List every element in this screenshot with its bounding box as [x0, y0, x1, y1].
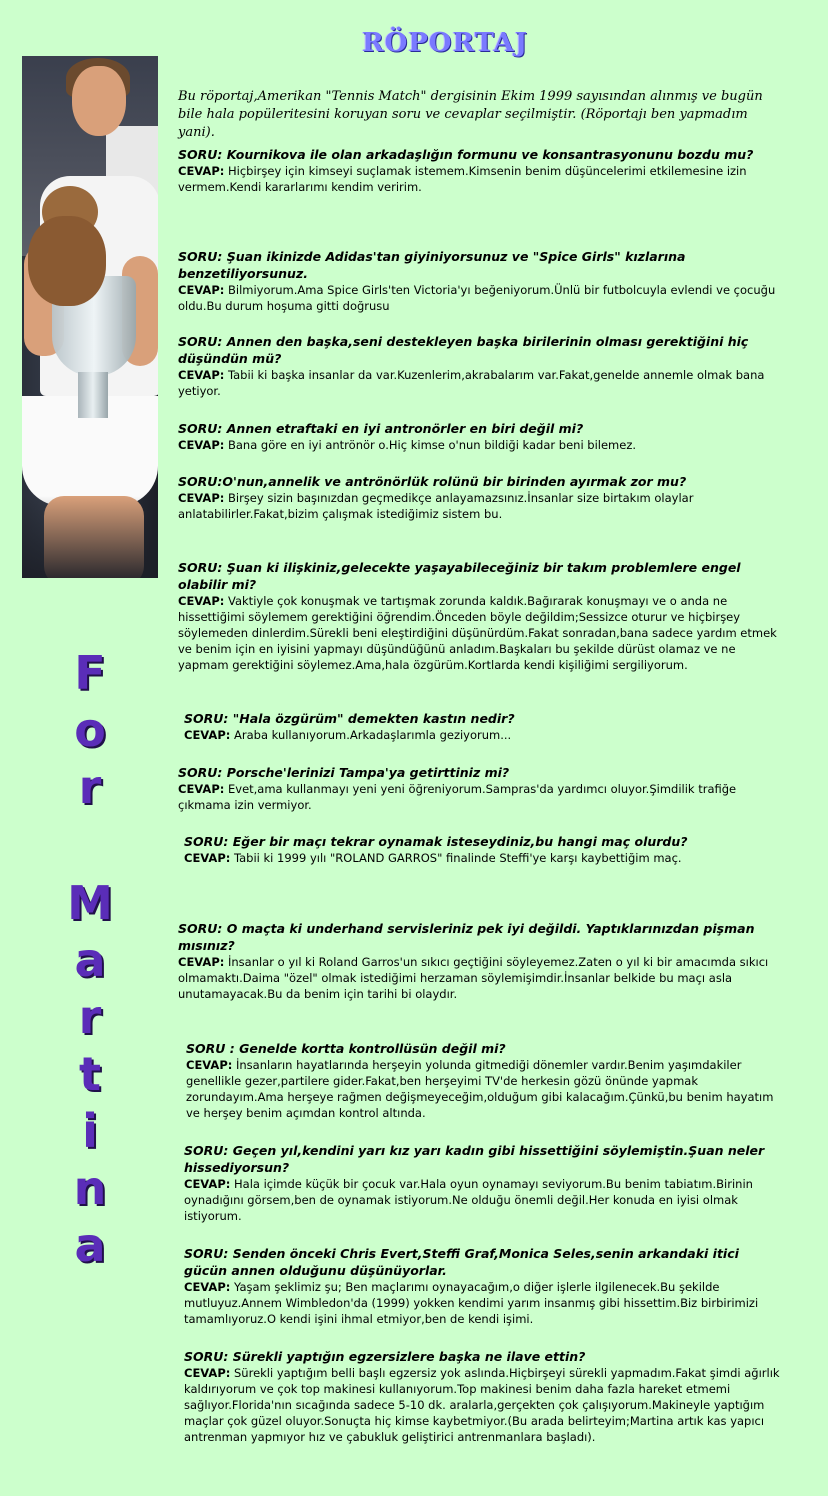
answer-label: CEVAP: — [178, 782, 225, 796]
answer-label: CEVAP: — [184, 728, 231, 742]
answer — [178, 437, 778, 453]
qa-item — [178, 764, 778, 813]
side-title-for — [58, 646, 122, 821]
side-letter: a — [74, 1218, 106, 1272]
side-letter: M — [67, 876, 113, 930]
qa-item — [178, 248, 778, 314]
side-letter: F — [74, 646, 106, 700]
question: SORU: Porsche'lerinizi Tampa'ya getirttiniz mi? — [178, 765, 510, 780]
side-letter: o — [74, 703, 106, 757]
question: SORU: Kournikova ile olan arkadaşlığın formunu ve konsantrasyonunu bozdu mu? — [178, 147, 754, 162]
answer — [184, 727, 784, 743]
answer-text: Tabii ki başka insanlar da var.Kuzenlerim,akrabalarım var.Fakat,genelde annemle olmak bana yetiyor. — [178, 368, 765, 398]
side-letter: t — [79, 1047, 101, 1101]
qa-item — [184, 1245, 784, 1327]
page-title: RÖPORTAJ — [361, 28, 528, 58]
answer-label: CEVAP: — [178, 368, 225, 382]
question: SORU : Genelde kortta kontrollüsün değil mi? — [186, 1041, 506, 1056]
qa-item — [178, 920, 778, 1002]
answer-text: İnsanların hayatlarında herşeyin yolunda gitmediği dönemler vardır.Benim yaşımdakiler genellikle gezer,partilere gider.Fakat,ben herşeyimi TV'de herkesin gözü önünde yapmak zorundayım.Ama herşeye rağmen değişmeyeceğim,olduğum gibi kalacağım.Çünkü,bu benim hayatım ve herşey benim açımdan kontrol altında. — [186, 1058, 774, 1120]
answer-label: CEVAP: — [178, 594, 225, 608]
answer — [184, 1365, 784, 1445]
answer-label: CEVAP: — [184, 1280, 231, 1294]
answer — [184, 1279, 784, 1327]
answer — [178, 954, 778, 1002]
question: SORU:O'nun,annelik ve antrönörlük rolünü bir birinden ayırmak zor mu? — [178, 474, 687, 489]
answer-text: Tabii ki 1999 yılı "ROLAND GARROS" finalinde Steffi'ye karşı kaybettiğim maç. — [234, 851, 682, 865]
qa-item — [184, 1348, 784, 1445]
answer-text: Yaşam şeklimiz şu; Ben maçlarımı oynayacağım,o diğer işlerle ilgilenecek.Bu şekilde mutluyuz.Annem Wimbledon'da (1999) yokken kendimi yarım insanmış gibi hissettim.Biz birbirimizi tamamlıyoruz.O kendi işini ihmal etmiyor,ben de kendi işimi. — [184, 1280, 759, 1326]
answer-label: CEVAP: — [184, 1366, 231, 1380]
question: SORU: Geçen yıl,kendini yarı kız yarı kadın gibi hissettiğini söylemiştin.Şuan neler hissediyorsun? — [184, 1143, 765, 1175]
answer — [178, 163, 778, 195]
qa-item — [178, 420, 778, 453]
question: SORU: "Hala özgürüm" demekten kastın nedir? — [184, 711, 515, 726]
answer-text: Bilmiyorum.Ama Spice Girls'ten Victoria'yı beğeniyorum.Ünlü bir futbolcuyla evlendi ve çocuğu oldu.Bu durum hoşuma gitti doğrusu — [178, 283, 776, 313]
answer-label: CEVAP: — [178, 955, 225, 969]
side-letter: i — [82, 1104, 98, 1158]
answer — [186, 1057, 786, 1121]
qa-item — [178, 559, 778, 673]
answer-text: Sürekli yaptığım belli başlı egzersiz yok aslında.Hiçbirşeyi sürekli yapmadım.Fakat şimdi ağırlık kaldırıyorum ve çok top makinesi kullanıyorum.Top makinesi benim daha fazla hareket etmemi sağlıyor.Florida'nın sıcağında sadece 5-10 dk. aralarla,gerçekten çok çalışıyorum.Makineyle yaptığım maçlar çok güzel oluyor.Sonuçta hiç kimse kaybetmiyor.(Bu arada belirteyim;Martina artık kas yapıcı antrenman yapmıyor hız ve çabukluk geliştirici antrenmanlara başladı). — [184, 1366, 780, 1444]
answer-label: CEVAP: — [178, 491, 225, 505]
side-letter: a — [74, 933, 106, 987]
answer — [184, 1176, 784, 1224]
qa-item — [178, 473, 778, 522]
qa-item — [184, 833, 784, 866]
answer — [178, 593, 778, 673]
qa-item — [186, 1040, 786, 1121]
answer — [178, 781, 778, 813]
answer-text: İnsanlar o yıl ki Roland Garros'un sıkıcı geçtiğini söyleyemez.Zaten o yıl ki bir amacımda sıkıcı olmamaktı.Daima "özel" olmak istediğimi herzaman söylemişimdir.İnsanlar belkide bu maçı asla unutamayacak.Bu da benim için tarihi bi olaydır. — [178, 955, 769, 1001]
answer-text: Vaktiyle çok konuşmak ve tartışmak zorunda kaldık.Bağırarak konuşmayı ve o anda ne hissettiğimi söylemem gerektiğini öğrendim.Önceden böyle değildim;Sessizce oturur ve hiçbirşey söylemeden dinlerdim.Sürekli beni eleştirdiğini düşünürdüm.Fakat sonradan,bana sadece yardım etmek ve benim için en iyisini yapmayı düşündüğünü anladım.Başkaları bu şekilde dürüst olamaz ve ne yapmam gerektiğini söylemez.Ama,hala özgürüm.Kortlarda kendi kişiliğimi sergiliyorum. — [178, 594, 777, 672]
side-letter: r — [78, 760, 102, 814]
martina-hingis-photo — [22, 56, 158, 578]
answer-text: Hiçbirşey için kimseyi suçlamak istemem.Kimsenin benim düşüncelerimi etkilemesine izin vermem.Kendi kararlarımı kendim veririm. — [178, 164, 747, 194]
answer-text: Hala içimde küçük bir çocuk var.Hala oyun oynamayı seviyorum.Bu benim tabiatım.Birinin oynadığını görsem,ben de oynamak istiyorum.Ne olduğu önemli değil.Her konuda en iyisi olmak istiyorum. — [184, 1177, 753, 1223]
answer-label: CEVAP: — [178, 283, 225, 297]
answer-label: CEVAP: — [184, 1177, 231, 1191]
answer-text: Bana göre en iyi antrönör o.Hiç kimse o'nun bildiği kadar beni bilemez. — [228, 438, 637, 452]
answer — [178, 367, 778, 399]
answer — [178, 490, 778, 522]
answer-text: Evet,ama kullanmayı yeni yeni öğreniyorum.Sampras'da yardımcı oluyor.Şimdilik trafiğe çıkmama izin vermiyor. — [178, 782, 737, 812]
question: SORU: O maçta ki underhand servisleriniz pek iyi değildi. Yaptıklarınızdan pişman mısınız? — [178, 921, 755, 953]
answer-text: Birşey sizin başınızdan geçmedikçe anlayamazsınız.İnsanlar size birtakım olaylar anlatabilirler.Fakat,bizim çalışmak istediğimiz sistem bu. — [178, 491, 694, 521]
answer-text: Araba kullanıyorum.Arkadaşlarımla geziyorum... — [234, 728, 512, 742]
side-letter: r — [78, 990, 102, 1044]
question: SORU: Sürekli yaptığın egzersizlere başka ne ilave ettin? — [184, 1349, 586, 1364]
answer-label: CEVAP: — [186, 1058, 233, 1072]
answer — [184, 850, 784, 866]
answer-label: CEVAP: — [184, 851, 231, 865]
answer-label: CEVAP: — [178, 438, 225, 452]
question: SORU: Şuan ikinizde Adidas'tan giyiniyorsunuz ve "Spice Girls" kızlarına benzetiliyorsunuz. — [178, 249, 686, 281]
answer — [178, 282, 778, 314]
question: SORU: Şuan ki ilişkiniz,gelecekte yaşayabileceğiniz bir takım problemlere engel olabilir mi? — [178, 560, 741, 592]
side-title-martina — [58, 876, 122, 1279]
qa-item — [184, 710, 784, 743]
question: SORU: Eğer bir maçı tekrar oynamak isteseydiniz,bu hangi maç olurdu? — [184, 834, 688, 849]
answer-label: CEVAP: — [178, 164, 225, 178]
question: SORU: Annen den başka,seni destekleyen başka birilerinin olması gerektiğini hiç düşündün mü? — [178, 334, 749, 366]
intro-text: Bu röportaj,Amerikan "Tennis Match" dergisinin Ekim 1999 sayısından alınmış ve bugün bile hala popüleritesini koruyan soru ve cevaplar seçilmiştir. (Röportajı ben yapmadım yani). — [178, 89, 763, 140]
qa-item — [184, 1142, 784, 1224]
qa-item — [178, 146, 778, 195]
question: SORU: Annen etraftaki en iyi antronörler en biri değil mi? — [178, 421, 584, 436]
side-letter: n — [73, 1161, 107, 1215]
qa-item — [178, 333, 778, 399]
question: SORU: Senden önceki Chris Evert,Steffi Graf,Monica Seles,senin arkandaki itici gücün annen olduğunu düşünüyorlar. — [184, 1246, 739, 1278]
